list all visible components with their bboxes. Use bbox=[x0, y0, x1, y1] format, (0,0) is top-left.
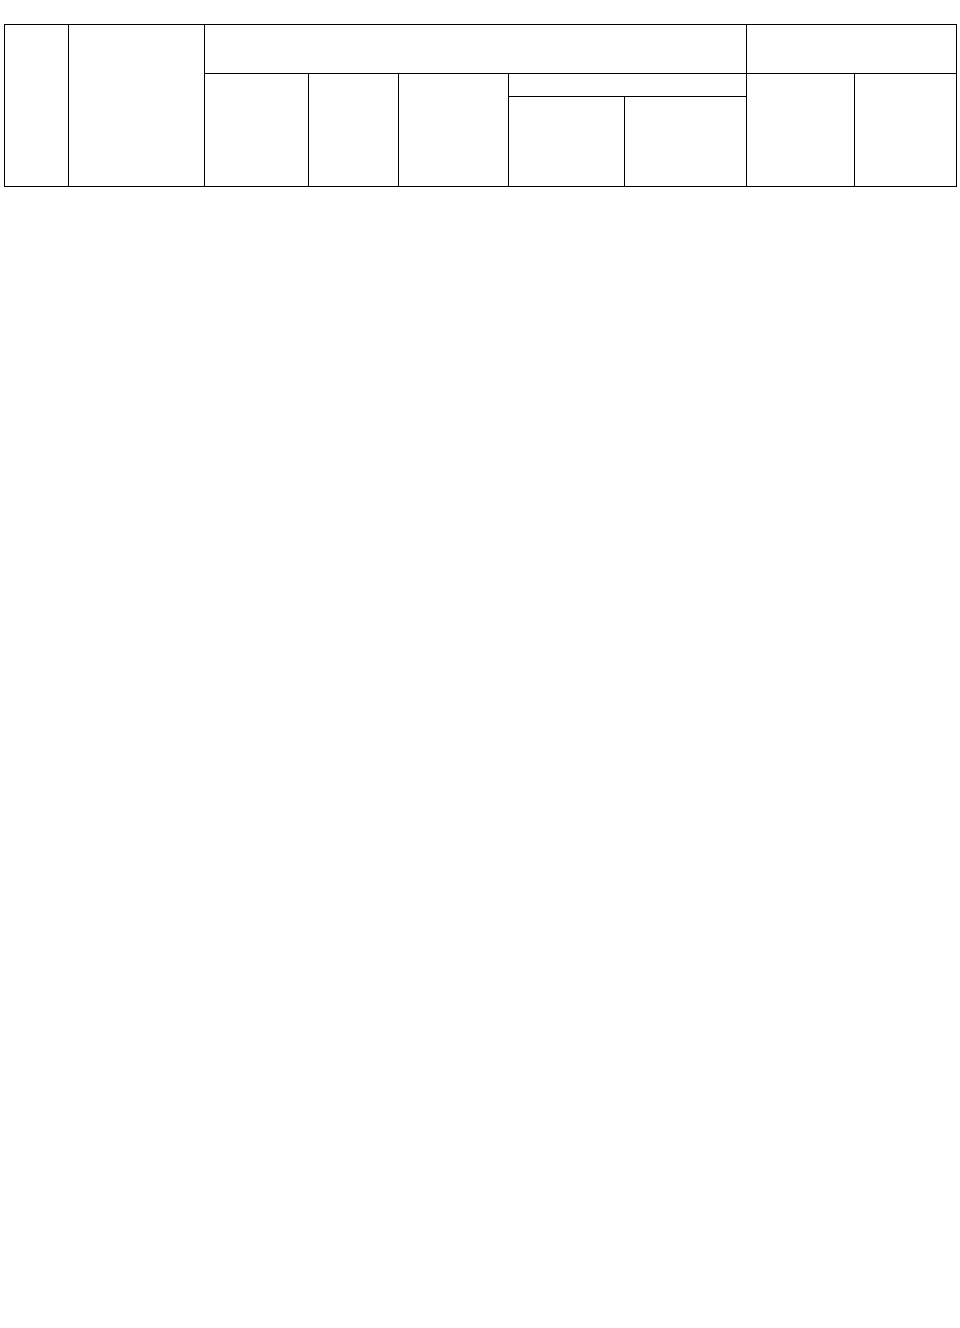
header-subs bbox=[855, 74, 957, 187]
document-page bbox=[0, 24, 960, 1328]
header-udzial bbox=[399, 74, 509, 187]
header-podejm-group bbox=[747, 25, 957, 74]
header-zasilek-udzial bbox=[625, 97, 747, 187]
header-zasilek-group bbox=[509, 74, 747, 97]
header-group-main bbox=[205, 25, 747, 74]
header-miesiace bbox=[69, 25, 205, 187]
header-kobiety bbox=[309, 74, 399, 187]
header-ogolem bbox=[205, 74, 309, 187]
header-zasilek-ogolem bbox=[509, 97, 625, 187]
unemployed-under-30-table bbox=[4, 24, 957, 187]
header-podejm-ogolem bbox=[747, 74, 855, 187]
header-rok bbox=[5, 25, 69, 187]
